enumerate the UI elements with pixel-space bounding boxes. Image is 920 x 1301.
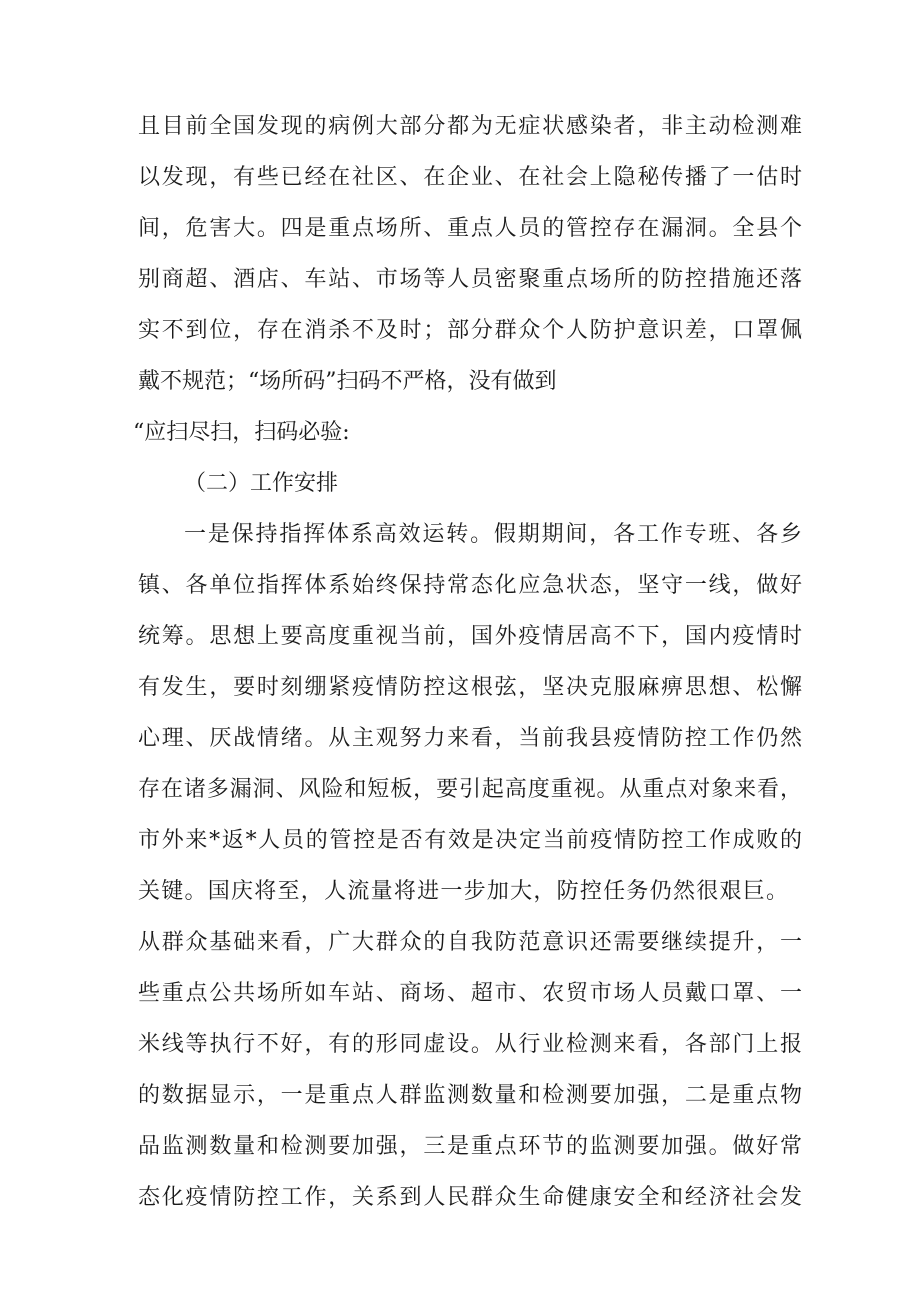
text-line-14: 存在诸多漏洞、风险和短板，要引起高度重视。从重点对象来看， [138, 777, 802, 802]
text-line-4: 别商超、酒店、车站、市场等人员密聚重点场所的防控措施还落 [138, 267, 802, 292]
text-line-3: 间，危害大。四是重点场所、重点人员的管控存在漏洞。全县个 [138, 216, 802, 241]
text-line-10: 镇、各单位指挥体系始终保持常态化应急状态，坚守一线，做好 [138, 573, 802, 598]
text-line-13: 心理、厌战情绪。从主观努力来看，当前我县疫情防控工作仍然 [138, 726, 802, 751]
text-line-20: 的数据显示，一是重点人群监测数量和检测要加强，二是重点物 [138, 1083, 802, 1108]
text-line-16: 关键。国庆将至，人流量将进一步加大，防控任务仍然很艰巨。 [138, 879, 788, 904]
text-line-15: 市外来*返*人员的管控是否有效是决定当前疫情防控工作成败的 [138, 828, 802, 853]
text-line-11: 统筹。思想上要高度重视当前，国外疫情居高不下，国内疫情时 [138, 624, 802, 649]
text-line-7: “应扫尽扫，扫码必验: [133, 420, 350, 445]
text-line-17: 从群众基础来看，广大群众的自我防范意识还需要继续提升，一 [138, 930, 802, 955]
text-line-12: 有发生，要时刻绷紧疫情防控这根弦，坚决克服麻痹思想、松懈 [138, 675, 802, 700]
text-line-5: 实不到位，存在消杀不及时；部分群众个人防护意识差，口罩佩 [138, 318, 802, 343]
text-line-21: 品监测数量和检测要加强，三是重点环节的监测要加强。做好常 [138, 1134, 802, 1159]
text-line-6: 戴不规范；“场所码”扫码不严格，没有做到 [138, 369, 557, 394]
text-line-19: 米线等执行不好，有的形同虚设。从行业检测来看，各部门上报 [138, 1032, 802, 1057]
section-heading: （二）工作安排 [184, 471, 339, 496]
text-line-1: 且目前全国发现的病例大部分都为无症状感染者，非主动检测难 [138, 114, 802, 139]
text-line-22: 态化疫情防控工作，关系到人民群众生命健康安全和经济社会发 [138, 1185, 802, 1210]
paragraph-first-line: 一是保持指挥体系高效运转。假期期间，各工作专班、各乡 [184, 522, 802, 547]
text-line-2: 以发现，有些已经在社区、在企业、在社会上隐秘传播了一估时 [138, 165, 802, 190]
text-line-18: 些重点公共场所如车站、商场、超市、农贸市场人员戴口罩、一 [138, 981, 802, 1006]
